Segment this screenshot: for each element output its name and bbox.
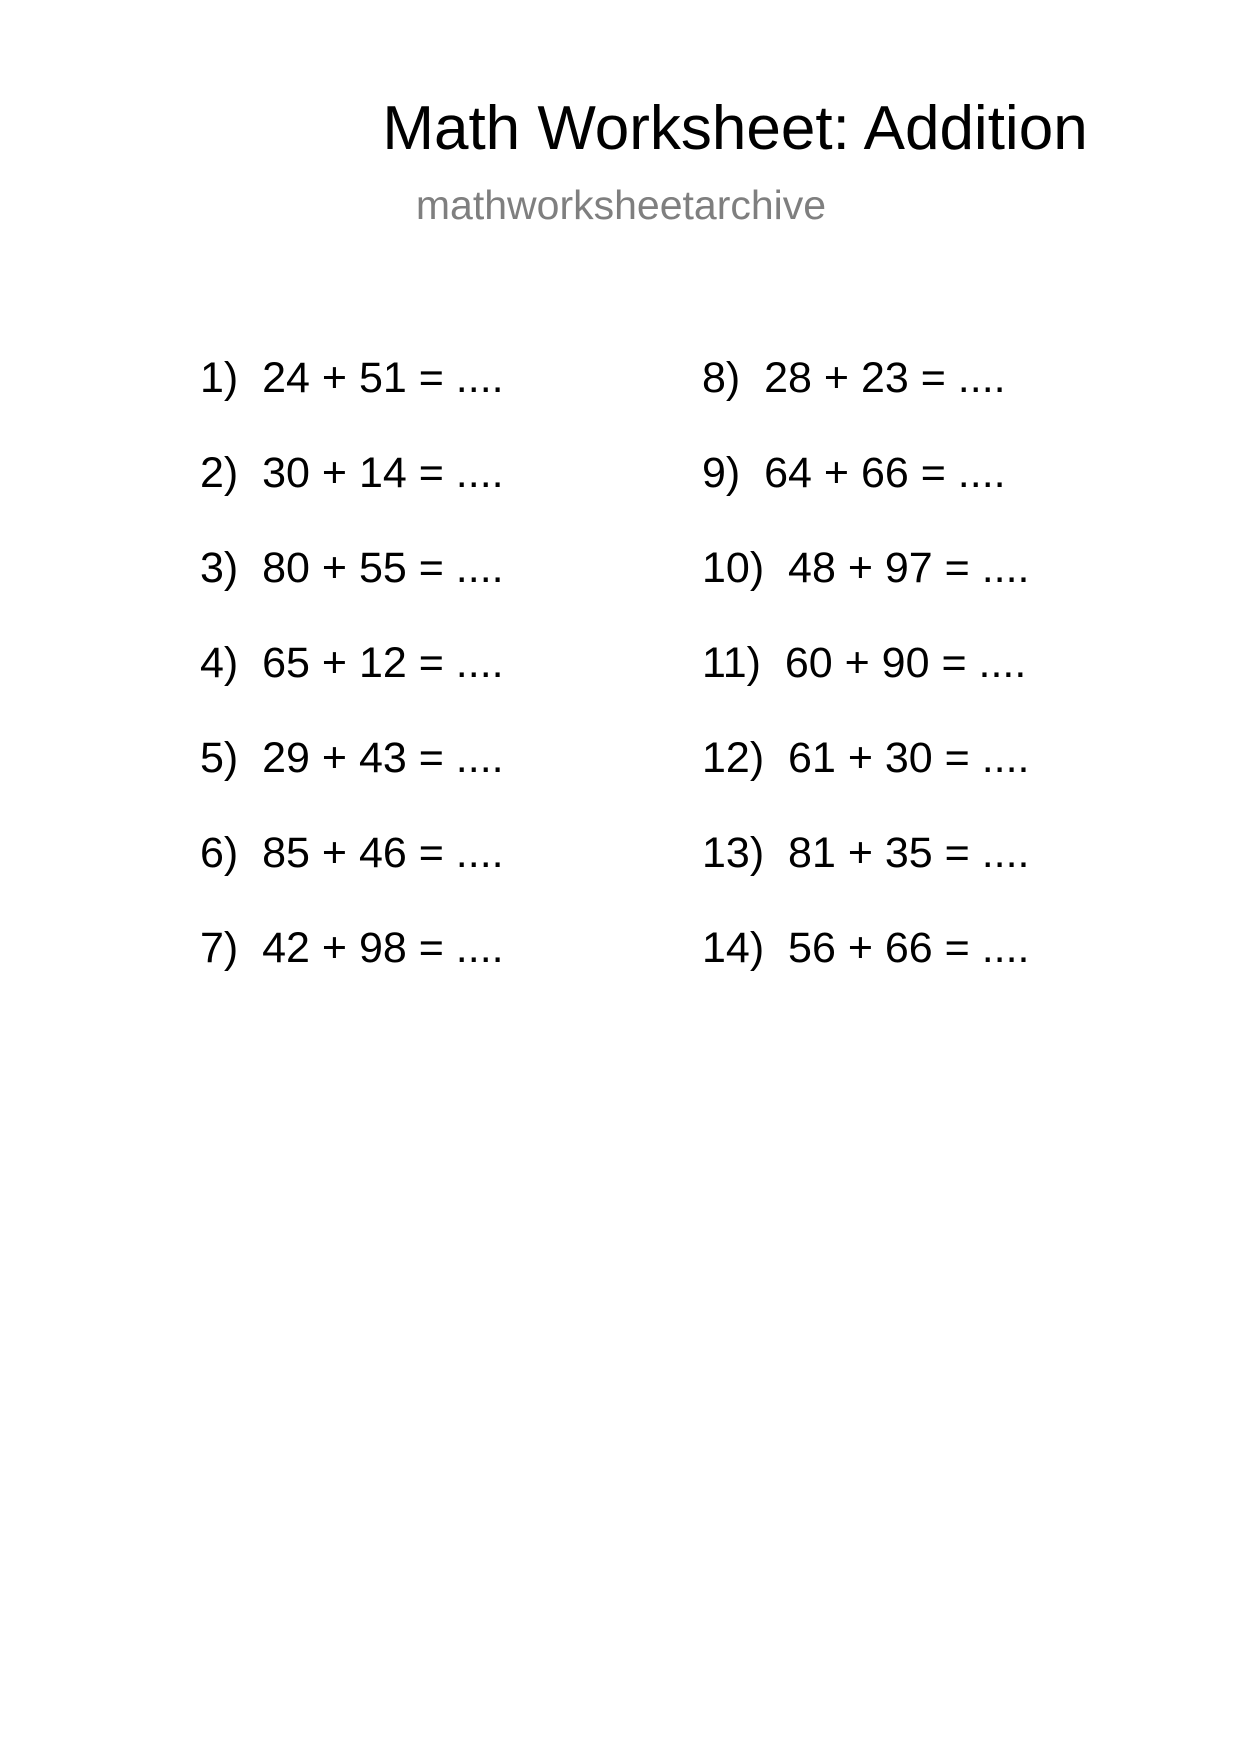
problem-5: 5) 29 + 43 = .... <box>200 734 504 782</box>
problem-3: 3) 80 + 55 = .... <box>200 544 504 592</box>
problem-4: 4) 65 + 12 = .... <box>200 639 504 687</box>
problem-14: 14) 56 + 66 = .... <box>702 924 1030 972</box>
problem-8: 8) 28 + 23 = .... <box>702 354 1006 402</box>
problem-10: 10) 48 + 97 = .... <box>702 544 1030 592</box>
problem-11: 11) 60 + 90 = .... <box>702 639 1027 687</box>
problem-9: 9) 64 + 66 = .... <box>702 449 1006 497</box>
problems-left-column <box>200 355 504 1020</box>
problem-7: 7) 42 + 98 = .... <box>200 924 504 972</box>
problem-12: 12) 61 + 30 = .... <box>702 734 1030 782</box>
problems-right-column <box>702 355 1030 1020</box>
problem-2: 2) 30 + 14 = .... <box>200 449 504 497</box>
problem-13: 13) 81 + 35 = .... <box>702 829 1030 877</box>
problem-6: 6) 85 + 46 = .... <box>200 829 504 877</box>
problem-1: 1) 24 + 51 = .... <box>200 354 504 402</box>
worksheet-source: mathworksheetarchive <box>415 182 827 228</box>
worksheet-title: Math Worksheet: Addition <box>382 94 1088 163</box>
